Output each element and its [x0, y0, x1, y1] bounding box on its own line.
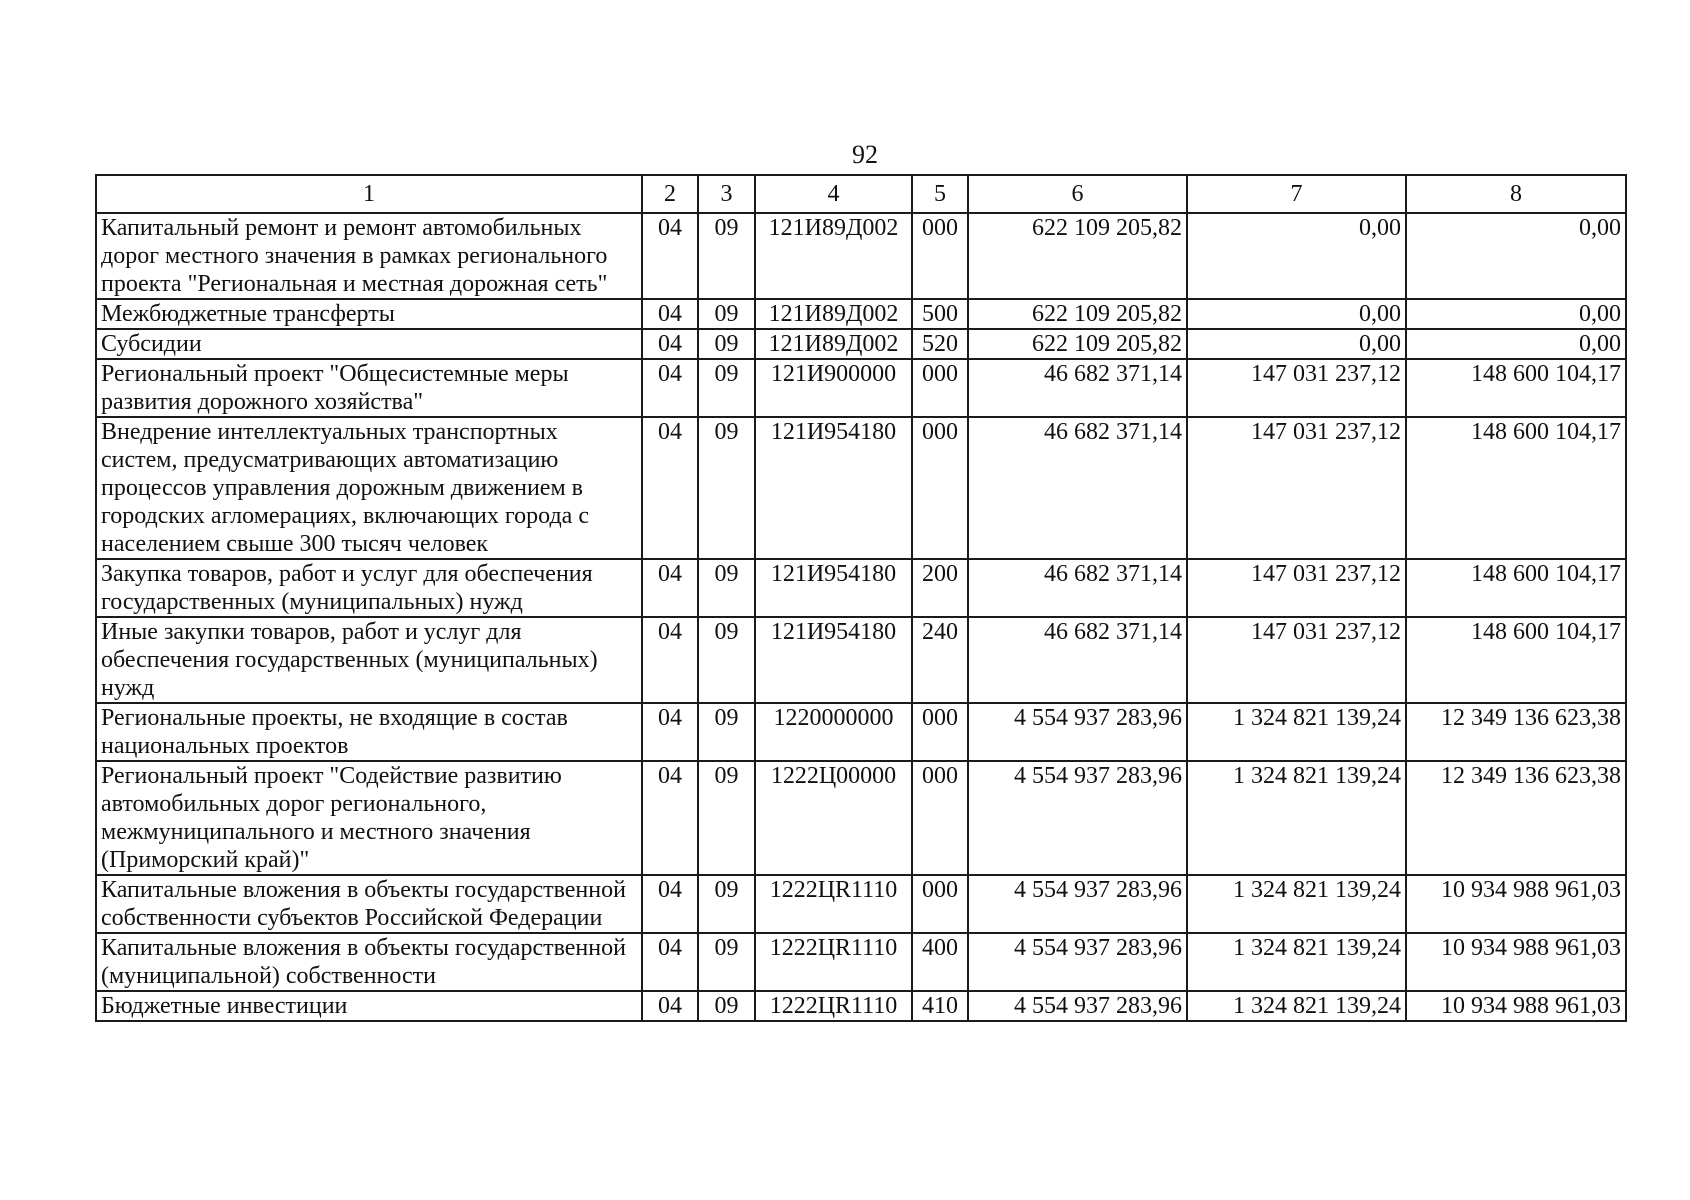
target-article-code: 121И954180	[755, 559, 912, 617]
expense-type-code: 520	[912, 329, 968, 359]
amount-col-6: 4 554 937 283,96	[968, 933, 1187, 991]
target-article-code: 121И89Д002	[755, 329, 912, 359]
table-row	[96, 559, 1626, 617]
amount-col-6: 622 109 205,82	[968, 329, 1187, 359]
subsection-code: 09	[698, 329, 755, 359]
header-cell: 3	[698, 175, 755, 213]
subsection-code: 09	[698, 933, 755, 991]
amount-col-7: 147 031 237,12	[1187, 417, 1406, 559]
table-row	[96, 933, 1626, 991]
amount-col-7: 0,00	[1187, 213, 1406, 299]
row-name: Региональные проекты, не входящие в состав национальных проектов	[96, 703, 642, 761]
amount-col-7: 1 324 821 139,24	[1187, 703, 1406, 761]
amount-col-8: 0,00	[1406, 213, 1626, 299]
row-name: Закупка товаров, работ и услуг для обеспечения государственных (муниципальных) нужд	[96, 559, 642, 617]
subsection-code: 09	[698, 213, 755, 299]
amount-col-6: 46 682 371,14	[968, 359, 1187, 417]
table-row	[96, 703, 1626, 761]
page-number: 92	[852, 140, 878, 169]
amount-col-8: 12 349 136 623,38	[1406, 761, 1626, 875]
row-name: Региональный проект "Общесистемные меры развития дорожного хозяйства"	[96, 359, 642, 417]
amount-col-8: 12 349 136 623,38	[1406, 703, 1626, 761]
amount-col-8: 10 934 988 961,03	[1406, 991, 1626, 1021]
section-code: 04	[642, 559, 698, 617]
row-name: Капитальный ремонт и ремонт автомобильных дорог местного значения в рамках регионального проекта "Региональная и местная дорожная сеть"	[96, 213, 642, 299]
amount-col-8: 0,00	[1406, 299, 1626, 329]
row-name: Региональный проект "Содействие развитию автомобильных дорог регионального, межмуниципального и местного значения (Приморский край)"	[96, 761, 642, 875]
expense-type-code: 000	[912, 703, 968, 761]
header-cell: 5	[912, 175, 968, 213]
target-article-code: 1222Ц00000	[755, 761, 912, 875]
amount-col-8: 10 934 988 961,03	[1406, 875, 1626, 933]
subsection-code: 09	[698, 703, 755, 761]
section-code: 04	[642, 875, 698, 933]
section-code: 04	[642, 213, 698, 299]
subsection-code: 09	[698, 875, 755, 933]
section-code: 04	[642, 617, 698, 703]
header-cell: 2	[642, 175, 698, 213]
row-name: Капитальные вложения в объекты государственной собственности субъектов Российской Федерации	[96, 875, 642, 933]
row-name: Иные закупки товаров, работ и услуг для обеспечения государственных (муниципальных) нужд	[96, 617, 642, 703]
expense-type-code: 000	[912, 761, 968, 875]
subsection-code: 09	[698, 761, 755, 875]
target-article-code: 1222ЦR1110	[755, 875, 912, 933]
target-article-code: 121И954180	[755, 617, 912, 703]
amount-col-8: 148 600 104,17	[1406, 359, 1626, 417]
subsection-code: 09	[698, 359, 755, 417]
amount-col-7: 0,00	[1187, 329, 1406, 359]
target-article-code: 1220000000	[755, 703, 912, 761]
expense-type-code: 240	[912, 617, 968, 703]
amount-col-6: 4 554 937 283,96	[968, 761, 1187, 875]
header-row	[96, 175, 1626, 213]
amount-col-7: 1 324 821 139,24	[1187, 875, 1406, 933]
expense-type-code: 000	[912, 359, 968, 417]
table-row	[96, 329, 1626, 359]
expense-type-code: 500	[912, 299, 968, 329]
amount-col-7: 1 324 821 139,24	[1187, 933, 1406, 991]
table-row	[96, 213, 1626, 299]
header-cell: 6	[968, 175, 1187, 213]
table-row	[96, 417, 1626, 559]
amount-col-6: 622 109 205,82	[968, 299, 1187, 329]
row-name: Внедрение интеллектуальных транспортных систем, предусматривающих автоматизацию процессов управления дорожным движением в городских агломерациях, включающих города с населением свыше 300 тысяч человек	[96, 417, 642, 559]
table-row	[96, 359, 1626, 417]
expense-type-code: 000	[912, 417, 968, 559]
amount-col-8: 148 600 104,17	[1406, 617, 1626, 703]
amount-col-8: 148 600 104,17	[1406, 417, 1626, 559]
header-cell: 1	[96, 175, 642, 213]
amount-col-6: 46 682 371,14	[968, 559, 1187, 617]
target-article-code: 121И954180	[755, 417, 912, 559]
budget-table	[95, 174, 1627, 1022]
expense-type-code: 410	[912, 991, 968, 1021]
target-article-code: 121И89Д002	[755, 299, 912, 329]
subsection-code: 09	[698, 991, 755, 1021]
target-article-code: 1222ЦR1110	[755, 933, 912, 991]
amount-col-7: 147 031 237,12	[1187, 359, 1406, 417]
table-row	[96, 991, 1626, 1021]
table-row	[96, 299, 1626, 329]
section-code: 04	[642, 703, 698, 761]
subsection-code: 09	[698, 299, 755, 329]
amount-col-7: 147 031 237,12	[1187, 559, 1406, 617]
amount-col-6: 622 109 205,82	[968, 213, 1187, 299]
table-row	[96, 617, 1626, 703]
target-article-code: 1222ЦR1110	[755, 991, 912, 1021]
header-cell: 7	[1187, 175, 1406, 213]
section-code: 04	[642, 761, 698, 875]
expense-type-code: 000	[912, 213, 968, 299]
row-name: Межбюджетные трансферты	[96, 299, 642, 329]
table-row	[96, 761, 1626, 875]
row-name: Субсидии	[96, 329, 642, 359]
amount-col-8: 148 600 104,17	[1406, 559, 1626, 617]
section-code: 04	[642, 329, 698, 359]
section-code: 04	[642, 299, 698, 329]
subsection-code: 09	[698, 559, 755, 617]
section-code: 04	[642, 417, 698, 559]
header-cell: 4	[755, 175, 912, 213]
amount-col-7: 1 324 821 139,24	[1187, 761, 1406, 875]
expense-type-code: 400	[912, 933, 968, 991]
target-article-code: 121И89Д002	[755, 213, 912, 299]
amount-col-6: 4 554 937 283,96	[968, 703, 1187, 761]
subsection-code: 09	[698, 617, 755, 703]
header-cell: 8	[1406, 175, 1626, 213]
amount-col-6: 4 554 937 283,96	[968, 991, 1187, 1021]
expense-type-code: 000	[912, 875, 968, 933]
target-article-code: 121И900000	[755, 359, 912, 417]
section-code: 04	[642, 933, 698, 991]
amount-col-7: 1 324 821 139,24	[1187, 991, 1406, 1021]
amount-col-8: 0,00	[1406, 329, 1626, 359]
row-name: Бюджетные инвестиции	[96, 991, 642, 1021]
table-row	[96, 875, 1626, 933]
expense-type-code: 200	[912, 559, 968, 617]
row-name: Капитальные вложения в объекты государственной (муниципальной) собственности	[96, 933, 642, 991]
amount-col-6: 46 682 371,14	[968, 617, 1187, 703]
amount-col-7: 0,00	[1187, 299, 1406, 329]
amount-col-6: 46 682 371,14	[968, 417, 1187, 559]
amount-col-7: 147 031 237,12	[1187, 617, 1406, 703]
amount-col-8: 10 934 988 961,03	[1406, 933, 1626, 991]
section-code: 04	[642, 359, 698, 417]
section-code: 04	[642, 991, 698, 1021]
amount-col-6: 4 554 937 283,96	[968, 875, 1187, 933]
subsection-code: 09	[698, 417, 755, 559]
